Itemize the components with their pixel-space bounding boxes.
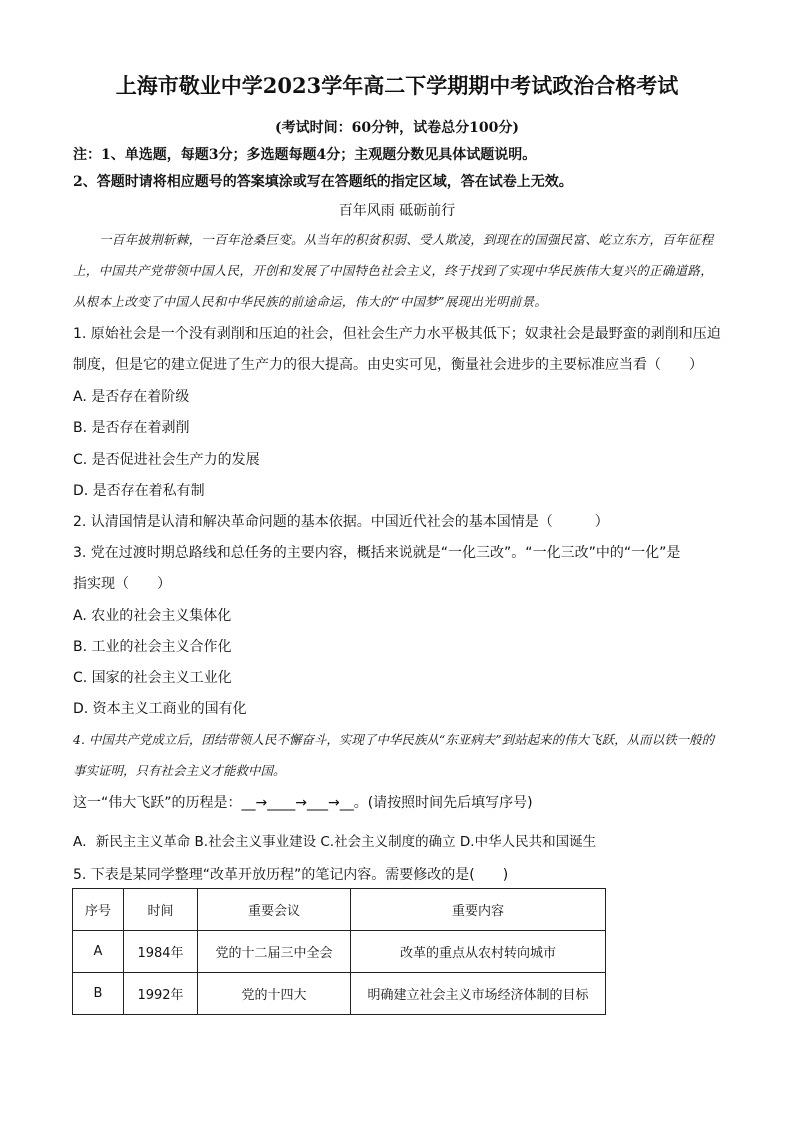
table-row (73, 931, 606, 973)
exam-note-2: 2、答题时请将相应题号的答案填涂或写在答题纸的指定区域，答在试卷上无效。 (73, 174, 573, 190)
table-header-cell: 重要内容 (351, 889, 606, 931)
q4-stem: 4. 中国共产党成立后，团结带领人民不懈奋斗，实现了中华民族从“东亚病夫”到站起来的伟大飞跃，从而以铁一般的事实证明，只有社会主义才能救中国。 (73, 732, 715, 778)
q3-option-b: B. 工业的社会主义合作化 (73, 639, 232, 655)
q5-stem: 5. 下表是某同学整理“改革开放历程”的笔记内容。需要修改的是( ) (73, 867, 509, 883)
q3-stem-line2: 指实现（ ） (73, 576, 171, 592)
table-cell: 1992年 (124, 973, 198, 1015)
table-cell: 明确建立社会主义市场经济体制的目标 (351, 973, 606, 1015)
q1-option-a: A. 是否存在着阶级 (73, 389, 190, 405)
reform-history-table (72, 888, 606, 1015)
section-title: 百年风雨 砥砺前行 (338, 203, 456, 219)
q1-stem-line1: 1. 原始社会是一个没有剥削和压迫的社会，但社会生产力水平极其低下；奴隶社会是最野蛮的剥削和压迫 (73, 326, 721, 342)
q3-option-a: A. 农业的社会主义集体化 (73, 608, 232, 624)
q3-option-c: C. 国家的社会主义工业化 (73, 670, 232, 686)
q1-option-b: B. 是否存在着剥削 (73, 420, 190, 436)
q4-options: A．新民主主义革命 B.社会主义事业建设 C.社会主义制度的确立 D.中华人民共和国诞生 (73, 834, 597, 850)
table-cell: B (73, 973, 124, 1015)
q1-stem-line2: 制度，但是它的建立促进了生产力的很大提高。由史实可见，衡量社会进步的主要标准应当看（ ） (73, 357, 703, 373)
q2-stem: 2. 认清国情是认清和解决革命问题的基本依据。中国近代社会的基本国情是（ ） (73, 514, 609, 530)
exam-note-1: 注：1、单选题，每题3分；多选题每题4分；主观题分数见具体试题说明。 (73, 147, 537, 163)
q1-option-c: C. 是否促进社会生产力的发展 (73, 452, 260, 468)
table-header-row (73, 889, 606, 931)
q1-option-d: D. 是否存在着私有制 (73, 483, 205, 499)
exam-subtitle: (考试时间：60分钟，试卷总分100分) (275, 120, 519, 136)
table-cell: 党的十四大 (198, 973, 351, 1015)
table-header-cell: 时间 (124, 889, 198, 931)
q3-option-d: D. 资本主义工商业的国有化 (73, 701, 247, 717)
table-cell: A (73, 931, 124, 973)
q3-stem-line1: 3. 党在过渡时期总路线和总任务的主要内容，概括来说就是“一化三改”。“一化三改”中的“一化”是 (73, 545, 681, 561)
table-header-cell: 重要会议 (198, 889, 351, 931)
table-cell: 党的十二届三中全会 (198, 931, 351, 973)
exam-title: 上海市敬业中学2023学年高二下学期期中考试政治合格考试 (115, 73, 679, 98)
table-row (73, 973, 606, 1015)
table-header-cell: 序号 (73, 889, 124, 931)
table-cell: 1984年 (124, 931, 198, 973)
section-passage: 一百年披荆斩棘，一百年沧桑巨变。从当年的积贫积弱、受人欺凌，到现在的国强民富、屹立东方，百年征程上，中国共产党带领中国人民，开创和发展了中国特色社会主义，终于找到了实现中华民族伟大复兴的正确道路，从根本上改变了中国人民和中华民族的前途命运，伟大的“中国梦”展现出光明前景。 (73, 232, 714, 309)
table-cell: 改革的重点从农村转向城市 (351, 931, 606, 973)
q4-fill-line: 这一“伟大飞跃”的历程是：__→____→___→__。(请按照时间先后填写序号) (73, 795, 533, 811)
